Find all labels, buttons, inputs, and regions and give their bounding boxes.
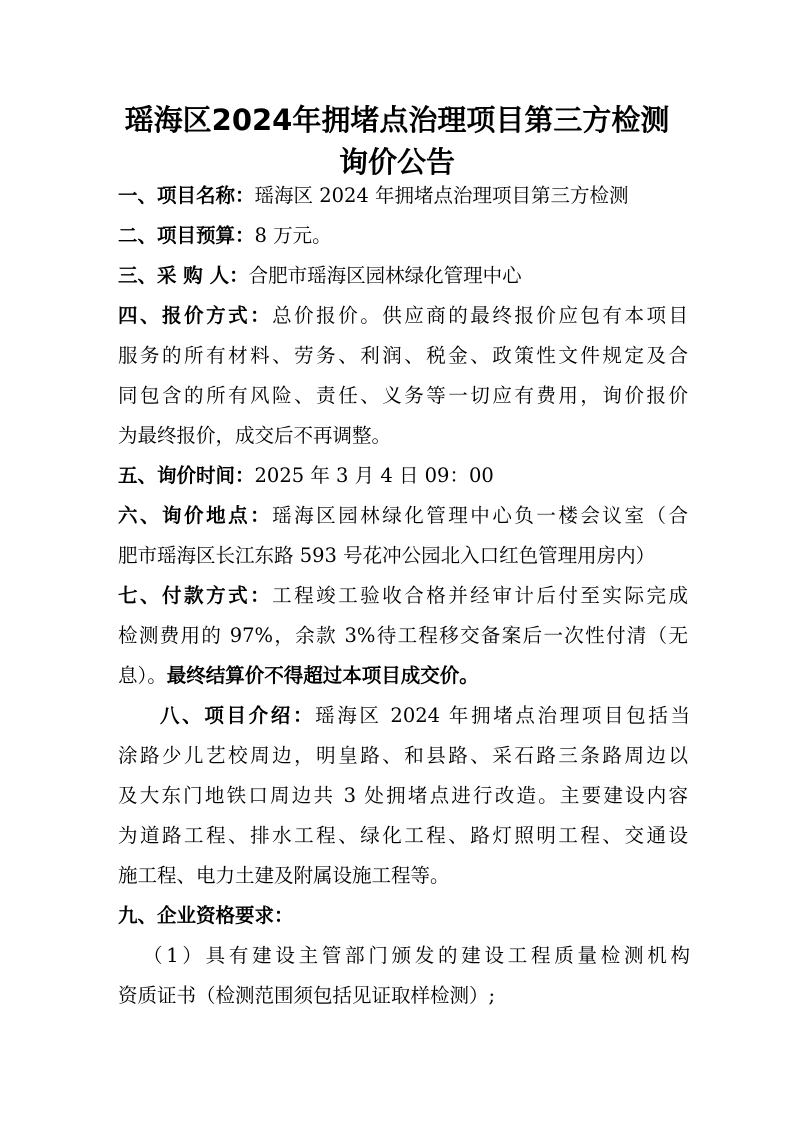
section-text-line bbox=[118, 656, 688, 696]
document-title-line-1: 瑶海区2024年拥堵点治理项目第三方检测 bbox=[124, 103, 670, 137]
section-payment-method bbox=[118, 576, 688, 616]
section-text: 合肥市瑶海区园林绿化管理中心 bbox=[248, 264, 522, 287]
section-text: 工程竣工验收合格并经审计后付至实际完成 bbox=[272, 584, 688, 607]
section-label: 六、询价地点： bbox=[118, 504, 273, 527]
section-text: 瑶海区园林绿化管理中心负一楼会议室（合 bbox=[272, 504, 688, 527]
section-label: 一、项目名称： bbox=[118, 184, 255, 207]
section-label: 八、项目介绍： bbox=[160, 704, 316, 727]
section-text: 8 万元。 bbox=[254, 224, 332, 247]
section-text-line: 为最终报价，成交后不再调整。 bbox=[118, 424, 392, 447]
section-inquiry-time bbox=[118, 456, 688, 496]
section-text-line: 同包含的所有风险、责任、义务等一切应有费用，询价报价 bbox=[118, 384, 688, 407]
section-label: 七、付款方式： bbox=[118, 584, 273, 607]
section-text-line: 检测费用的 97%，余款 3%待工程移交备案后一次性付清（无 bbox=[118, 624, 688, 647]
section-purchaser bbox=[118, 256, 688, 296]
section-text: 瑶海区 2024 年拥堵点治理项目第三方检测 bbox=[254, 184, 629, 207]
section-text-line: 资质证书（检测范围须包括见证取样检测）; bbox=[118, 984, 496, 1007]
section-text-line: 服务的所有材料、劳务、利润、税金、政策性文件规定及合 bbox=[118, 344, 688, 367]
section-project-budget bbox=[118, 216, 688, 256]
section-project-intro bbox=[160, 696, 690, 736]
section-label: 二、项目预算： bbox=[118, 224, 255, 247]
section-label: 三、采 购 人： bbox=[118, 264, 249, 287]
section-text-line: 及大东门地铁口周边共 3 处拥堵点进行改造。主要建设内容 bbox=[118, 784, 688, 807]
document-title-line-2: 询价公告 bbox=[338, 145, 455, 179]
section-text-line: 为道路工程、排水工程、绿化工程、路灯照明工程、交通设 bbox=[118, 824, 688, 847]
section-project-name bbox=[118, 176, 688, 216]
section-bold-note: 最终结算价不得超过本项目成交价。 bbox=[166, 664, 479, 687]
qualification-item-1: （1）具有建设主管部门颁发的建设工程质量检测机构 bbox=[143, 944, 690, 967]
section-text-line: 肥市瑶海区长江东路 593 号花冲公园北入口红色管理用房内） bbox=[118, 544, 656, 567]
section-text: 瑶海区 2024 年拥堵点治理项目包括当 bbox=[315, 704, 690, 727]
section-text-line: 涂路少儿艺校周边，明皇路、和县路、采石路三条路周边以 bbox=[118, 744, 688, 767]
section-label: 四、报价方式： bbox=[118, 304, 273, 327]
section-quote-method bbox=[118, 296, 688, 336]
section-text-line: 施工程、电力土建及附属设施工程等。 bbox=[118, 864, 450, 887]
section-qualification bbox=[118, 896, 688, 936]
section-label: 五、询价时间： bbox=[118, 464, 255, 487]
section-text: 2025 年 3 月 4 日 09：00 bbox=[254, 464, 494, 487]
section-text: 息）。 bbox=[118, 664, 167, 687]
section-text: 总价报价。供应商的最终报价应包有本项目 bbox=[272, 304, 688, 327]
section-inquiry-location bbox=[118, 496, 688, 536]
section-label: 九、企业资格要求： bbox=[118, 904, 294, 927]
